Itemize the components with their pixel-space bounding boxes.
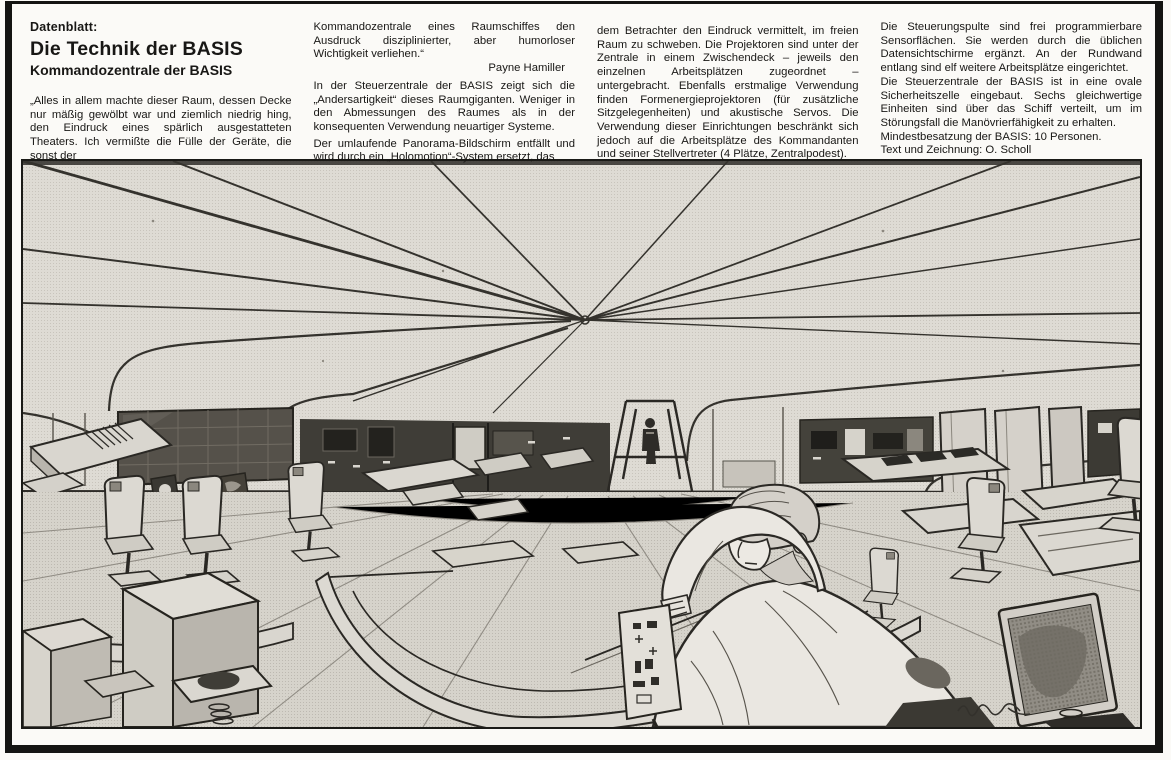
quote-start-paragraph: „Alles in allem machte dieser Raum, dessen Decke nur mäßig gewölbt war und ziemlich niedrig hing, den Eindruck eines spärlich ausgestatteten Theaters. Ich vermißte die Fülle der Geräte, die sonst der	[30, 95, 292, 162]
column-4-paragraph-2: Die Steuerzentrale der BASIS ist in eine ovale Sicherheitszelle eingebaut. Sechs gleichwertige Einheiten sind über das Schiff verteilt, um im Störungsfall die Manövrierfähigkeit zu erhalten.	[880, 75, 1142, 129]
quote-byline: Payne Hamiller	[488, 62, 565, 75]
kicker: Datenblatt:	[30, 20, 98, 34]
credit-line: Text und Zeichnung: O. Scholl	[880, 144, 1032, 157]
page-title: Die Technik der BASIS	[30, 38, 243, 60]
article-header	[30, 12, 1142, 164]
column-1	[30, 12, 292, 165]
column-3	[597, 12, 859, 165]
column-2-paragraph-2: Der umlaufende Panorama-Bildschirm entfällt und wird durch ein „Holomotion“-System ersetzt, das	[313, 137, 575, 164]
column-4-paragraph-1: Die Steuerungspulte sind frei programmierbare Sensorflächen. Sie werden durch die üblichen Datensichtschirme ergänzt. An der Rundwand entlang sind elf weitere Arbeitsplätze eingerichtet.	[880, 21, 1142, 75]
quote-end-paragraph: Kommandozentrale eines Raumschiffes den Ausdruck disziplinierter, aber humorloser Wichtigkeit verliehen.“	[313, 21, 575, 61]
data-board	[619, 605, 681, 727]
column-4	[881, 12, 1143, 165]
crew-minimum-line: Mindestbesatzung der BASIS: 10 Personen.	[880, 130, 1102, 143]
command-center-drawing	[23, 161, 1140, 727]
command-center-illustration	[21, 159, 1142, 729]
column-2-paragraph-1: In der Steuerzentrale der BASIS zeigt sich die „Andersartigkeit“ dieses Raumgiganten. Weniger in den Abmessungen des Raumes als in der konsequenten Verwendung neuartiger Systeme.	[313, 79, 575, 133]
page-subtitle: Kommandozentrale der BASIS	[30, 62, 233, 78]
column-2	[314, 12, 576, 165]
column-3-paragraph: dem Betrachter den Eindruck vermittelt, im freien Raum zu schweben. Die Projektoren sind unter der Zentrale in einem Zwischendeck – jeweils den einzelnen Arbeitsplätzen zugeordnet – untergebracht. Ebenfalls erstmalige Verwendung finden Formenergieprojektoren (für zusätzliche Sitzgelegenheiten) und akustische Servos. Die Verwendung dieser Einrichtungen beschränkt sich jedoch auf die Arbeitsplätze des Kommandanten und seiner Stellvertreter (4 Plätze, Zentralpodest).	[597, 25, 859, 161]
